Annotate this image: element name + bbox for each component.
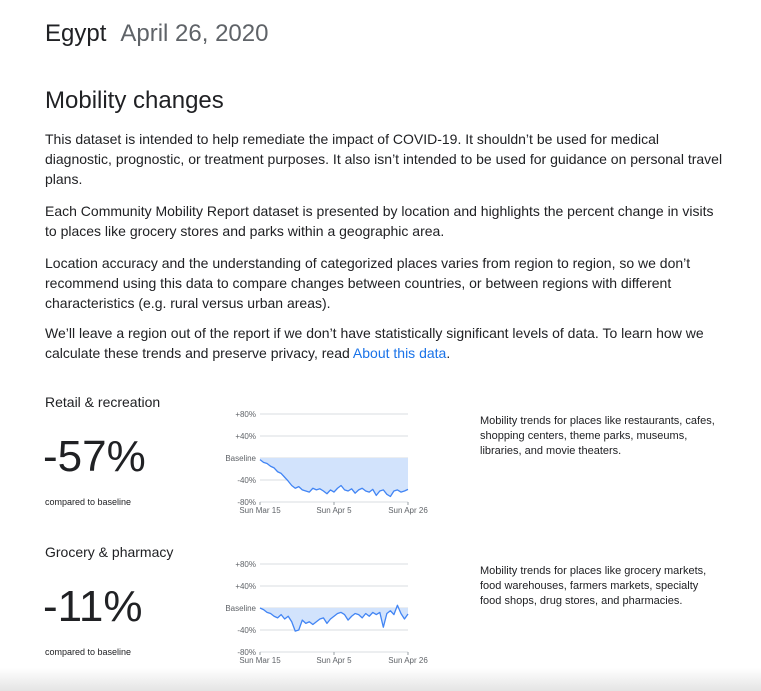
retail-label: Retail & recreation	[45, 394, 161, 410]
y-tick-label: +40%	[235, 582, 256, 591]
y-tick-label: Baseline	[225, 604, 256, 613]
dataset-paragraph: Each Community Mobility Report dataset is presented by location and highlights the percent change in visits to places like grocery stores and parks within a geographic area.	[45, 203, 714, 239]
accuracy-paragraph: Location accuracy and the understanding of categorized places varies from region to region, so we don’t recommend using this data to compare changes between countries, or between regions with different characteristics (e.g. rural versus urban areas).	[45, 255, 691, 311]
privacy-paragraph	[45, 323, 725, 363]
grocery-label: Grocery & pharmacy	[45, 544, 174, 560]
page-fold-shadow	[0, 668, 761, 691]
x-tick-label: Sun Mar 15	[239, 656, 281, 665]
y-tick-label: -40%	[237, 626, 256, 635]
y-tick-label: -80%	[237, 648, 256, 657]
x-tick-label: Sun Apr 26	[388, 656, 428, 665]
about-data-link[interactable]: About this data	[352, 345, 447, 361]
y-tick-label: -40%	[237, 476, 256, 485]
y-tick-label: -80%	[237, 498, 256, 507]
x-tick-label: Sun Apr 5	[316, 506, 352, 515]
disclaimer-paragraph: This dataset is intended to help remediate the impact of COVID-19. It shouldn’t be used for medical diagnostic, prognostic, or treatment purposes. It also isn’t intended to be used for guidance on personal travel plans.	[45, 131, 723, 187]
area-fill	[260, 458, 408, 497]
privacy-end: .	[446, 345, 451, 361]
retail-value: -57%	[43, 432, 146, 481]
x-tick-label: Sun Apr 5	[316, 656, 352, 665]
y-tick-label: Baseline	[225, 454, 256, 463]
retail-chart	[200, 404, 440, 520]
grocery-compared: compared to baseline	[45, 647, 132, 657]
grocery-description: Mobility trends for places like grocery markets, food warehouses, farmers markets, specialty food shops, drug stores, and pharmacies.	[480, 565, 707, 607]
retail-description: Mobility trends for places like restaurants, cafes, shopping centers, theme parks, museums, libraries, and movie theaters.	[480, 415, 715, 457]
retail-compared: compared to baseline	[45, 497, 132, 507]
privacy-text: We’ll leave a region out of the report if we don’t have statistically significant levels of data. To learn how we calculate these trends and preserve privacy, read	[45, 325, 704, 361]
report-header	[45, 19, 268, 49]
grocery-value: -11%	[43, 582, 143, 631]
y-tick-label: +80%	[235, 410, 256, 419]
grocery-chart	[200, 554, 440, 670]
y-tick-label: +80%	[235, 560, 256, 569]
x-tick-label: Sun Mar 15	[239, 506, 281, 515]
x-tick-label: Sun Apr 26	[388, 506, 428, 515]
section-title: Mobility changes	[45, 87, 224, 114]
country-name: Egypt	[45, 20, 107, 47]
y-tick-label: +40%	[235, 432, 256, 441]
report-date: April 26, 2020	[120, 20, 269, 47]
